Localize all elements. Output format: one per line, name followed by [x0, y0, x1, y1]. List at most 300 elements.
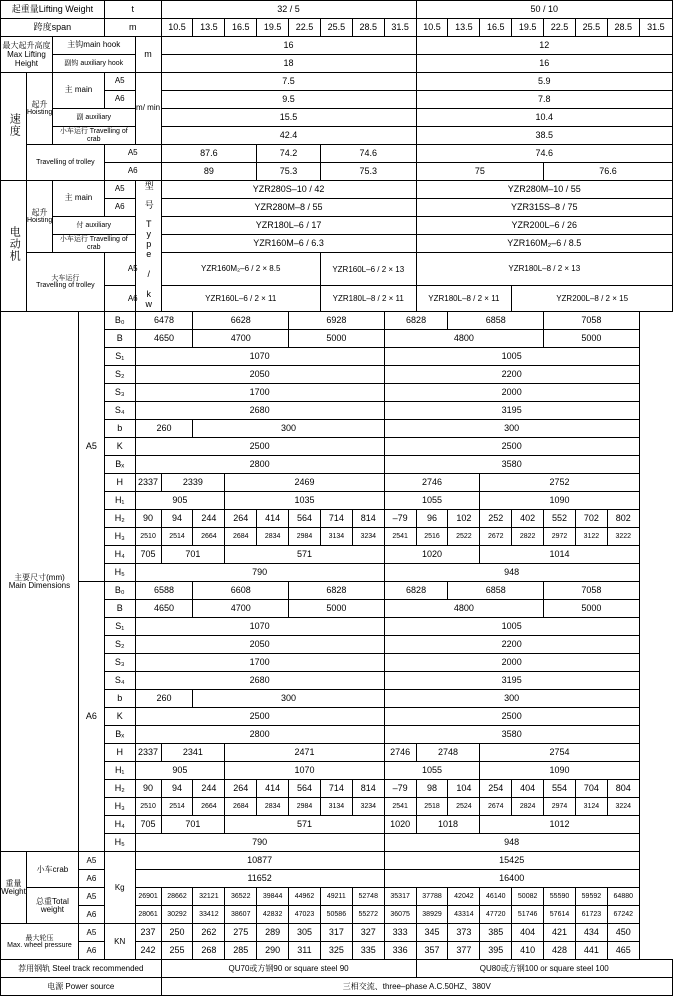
- wheel-cell: 268: [193, 942, 225, 960]
- motor-hoisting-cn: 起升: [31, 207, 48, 217]
- speed-main-a6-v1: 9.5: [161, 91, 416, 109]
- hoisting-label: [26, 73, 52, 145]
- weight-total-cell: 30292: [161, 906, 193, 924]
- wheel-cell: 255: [161, 942, 193, 960]
- dim-cell: 1070: [225, 762, 384, 780]
- dim-cell: 2050: [135, 636, 384, 654]
- dim-cell: 2746: [384, 474, 480, 492]
- wheel-cell: 428: [544, 942, 576, 960]
- dim-cell: 3234: [352, 528, 384, 546]
- trolley-travel-label: [26, 145, 104, 181]
- weight-crab-a6-tag: A6: [78, 870, 104, 888]
- weight-label-en: Weight: [1, 886, 26, 896]
- span-value: 31.5: [384, 19, 416, 37]
- wheel-cell: 250: [161, 924, 193, 942]
- wheel-cell: 385: [480, 924, 512, 942]
- max-lifting-height-label-cn: 最大起升高度: [2, 40, 51, 50]
- dim-symbol: S₃: [104, 384, 135, 402]
- weight-total-cell: 49211: [320, 888, 352, 906]
- dim-cell: 300: [384, 690, 639, 708]
- weight-crab-label: 小车crab: [26, 852, 78, 888]
- wheel-cell: 421: [544, 924, 576, 942]
- table-row-dim-a5-0: [1, 312, 673, 330]
- lifting-weight-unit: t: [104, 1, 161, 19]
- dim-cell: 2974: [544, 798, 576, 816]
- motor-r5-v2: YZR180L–8 / 2 × 13: [416, 253, 672, 286]
- motor-r5-v1b: YZR160L–6 / 2 × 13: [320, 253, 416, 286]
- steel-track-label: 荐用钢轨 Steel track recommended: [1, 960, 162, 978]
- motor-hoisting-en: Hoisting: [26, 217, 53, 225]
- dim-cell: 2337: [135, 474, 161, 492]
- weight-total-cell: 50586: [320, 906, 352, 924]
- dim-cell: 6588: [135, 582, 193, 600]
- weight-total-cell: 28061: [135, 906, 161, 924]
- dim-symbol: S₄: [104, 402, 135, 420]
- motor-aux-label: 付 auxiliary: [52, 217, 135, 235]
- speed-a6-tag: A6: [104, 91, 135, 109]
- dim-cell: 402: [512, 510, 544, 528]
- wheel-cell: 404: [512, 924, 544, 942]
- dim-cell: 2800: [135, 726, 384, 744]
- span-value: 19.5: [512, 19, 544, 37]
- dim-cell: 2337: [135, 744, 161, 762]
- weight-total-cell: 35317: [384, 888, 416, 906]
- dim-cell: 6858: [448, 312, 544, 330]
- dim-cell: 790: [135, 834, 384, 852]
- wheel-cell: 317: [320, 924, 352, 942]
- dim-cell: 2500: [135, 708, 384, 726]
- motor-r6-v1a: YZR160L–6 / 2 × 11: [161, 286, 320, 312]
- dim-symbol: K: [104, 708, 135, 726]
- dim-cell: 4700: [193, 600, 289, 618]
- main-hook-label: 主钩main hook: [52, 37, 135, 55]
- dim-cell: 714: [320, 780, 352, 798]
- dim-cell: 6478: [135, 312, 193, 330]
- dim-cell: 2672: [480, 528, 512, 546]
- dim-cell: 2834: [257, 798, 289, 816]
- weight-total-cell: 38929: [416, 906, 448, 924]
- wheel-cell: 336: [384, 942, 416, 960]
- dim-cell: 2518: [416, 798, 448, 816]
- wheel-cell: 377: [448, 942, 480, 960]
- lifting-weight-value-1: 32 / 5: [161, 1, 416, 19]
- wheel-cell: 289: [257, 924, 289, 942]
- wheel-cell: 237: [135, 924, 161, 942]
- dim-cell: 1700: [135, 384, 384, 402]
- steel-track-v2: QU80或方钢100 or square steel 100: [416, 960, 672, 978]
- dim-cell: 564: [289, 780, 321, 798]
- motor-trolley-en: Travelling of trolley: [36, 282, 95, 290]
- dim-cell: 300: [193, 690, 384, 708]
- dim-cell: 552: [544, 510, 576, 528]
- speed-trolley-a5-v1b: 74.2: [257, 145, 321, 163]
- span-value: 16.5: [225, 19, 257, 37]
- speed-crab-travel-label: 小车运行 Travelling of crab: [52, 127, 135, 145]
- speed-trolley-a6-v2b: 76.6: [544, 163, 673, 181]
- dim-cell: 1090: [480, 762, 639, 780]
- dim-cell: 6608: [193, 582, 289, 600]
- speed-aux-a5-v2: 10.4: [416, 109, 672, 127]
- wheel-cell: 325: [320, 942, 352, 960]
- motor-hoisting-label: [26, 181, 52, 253]
- motor-crab-label: 小车运行 Travelling of crab: [52, 235, 135, 253]
- weight-total-cell: 36075: [384, 906, 416, 924]
- dim-cell: 5000: [544, 600, 640, 618]
- dim-symbol: H₂: [104, 780, 135, 798]
- dim-cell: 790: [135, 564, 384, 582]
- wheel-cell: 335: [352, 942, 384, 960]
- table-row-span: [1, 19, 673, 37]
- dim-cell: 2524: [448, 798, 480, 816]
- motor-a6-tag: A6: [104, 199, 135, 217]
- dim-cell: 4650: [135, 600, 193, 618]
- span-value: 10.5: [161, 19, 193, 37]
- wheel-unit: KN: [104, 924, 135, 960]
- table-row-weight-crab-a5: [1, 852, 673, 870]
- speed-aux-a5-v1: 15.5: [161, 109, 416, 127]
- power-source-value: 三相交流、three–phase A.C.50HZ、380V: [161, 978, 672, 996]
- hoisting-label-cn: 起升: [31, 99, 48, 109]
- dim-cell: 705: [135, 546, 161, 564]
- max-height-aux-v2: 16: [416, 55, 672, 73]
- table-row-lifting-weight: [1, 1, 673, 19]
- wheel-cell: 242: [135, 942, 161, 960]
- dim-cell: 4700: [193, 330, 289, 348]
- span-value: 25.5: [320, 19, 352, 37]
- weight-total-cell: 47720: [480, 906, 512, 924]
- motor-r1-v1: YZR280S–10 / 42: [161, 181, 416, 199]
- dim-cell: 3580: [384, 456, 639, 474]
- dim-cell: 814: [352, 510, 384, 528]
- weight-total-cell: 55272: [352, 906, 384, 924]
- span-value: 25.5: [575, 19, 607, 37]
- dim-symbol: H₃: [104, 798, 135, 816]
- motor-label-cn: 电动机: [8, 226, 21, 263]
- dim-cell: 2541: [384, 528, 416, 546]
- dim-cell: 1005: [384, 348, 639, 366]
- dim-symbol: H₁: [104, 762, 135, 780]
- dim-cell: 702: [575, 510, 607, 528]
- dim-cell: 1018: [416, 816, 480, 834]
- motor-type-label-text: 型 号 Type / kw: [143, 181, 154, 309]
- steel-track-v1: QU70或方钢90 or square steel 90: [161, 960, 416, 978]
- dim-cell: 2000: [384, 654, 639, 672]
- dim-cell: 571: [225, 816, 384, 834]
- motor-r4-v2: YZR160M₂–6 / 8.5: [416, 235, 672, 253]
- dim-cell: 2000: [384, 384, 639, 402]
- main-dimensions-label-cn: 主要尺寸(mm): [14, 572, 65, 582]
- dim-cell: 2500: [135, 438, 384, 456]
- table-row-speed-crab-travel: [1, 127, 673, 145]
- speed-trolley-a6-tag: A6: [104, 163, 161, 181]
- dim-cell: 701: [161, 816, 225, 834]
- dim-cell: 260: [135, 420, 193, 438]
- dim-cell: 6828: [384, 582, 448, 600]
- speed-main-a6-v2: 7.8: [416, 91, 672, 109]
- dim-cell: 2752: [480, 474, 639, 492]
- table-row-weight-total-a6: [1, 906, 673, 924]
- speed-trolley-a6-v1a: 89: [161, 163, 257, 181]
- dim-cell: 704: [575, 780, 607, 798]
- motor-r4-v1: YZR160M–6 / 6.3: [161, 235, 416, 253]
- dim-cell: 3222: [607, 528, 639, 546]
- dim-symbol: B₀: [104, 582, 135, 600]
- wheel-pressure-label: [1, 924, 79, 960]
- speed-label-cn: 速度: [8, 112, 21, 137]
- weight-total-cell: 39844: [257, 888, 289, 906]
- motor-r1-v2: YZR280M–10 / 55: [416, 181, 672, 199]
- dim-symbol: b: [104, 420, 135, 438]
- wheel-cell: 333: [384, 924, 416, 942]
- table-row-speed-aux-a5: [1, 109, 673, 127]
- weight-total-cell: 64880: [607, 888, 639, 906]
- weight-label-cn: 重量: [5, 878, 22, 888]
- dim-symbol: B: [104, 330, 135, 348]
- weight-total-cell: 47023: [289, 906, 321, 924]
- dim-symbol: H₅: [104, 564, 135, 582]
- dim-symbol: H₄: [104, 816, 135, 834]
- dim-cell: 2680: [135, 672, 384, 690]
- wheel-cell: 434: [575, 924, 607, 942]
- weight-crab-a5-v2: 15425: [384, 852, 639, 870]
- dim-cell: –79: [384, 510, 416, 528]
- span-value: 28.5: [352, 19, 384, 37]
- weight-total-cell: 59592: [575, 888, 607, 906]
- dim-cell: 2500: [384, 438, 639, 456]
- table-row-motor-4: [1, 235, 673, 253]
- weight-crab-a5-v1: 10877: [135, 852, 384, 870]
- wheel-cell: 262: [193, 924, 225, 942]
- table-row-max-height-aux: [1, 55, 673, 73]
- span-value: 28.5: [607, 19, 639, 37]
- span-value: 22.5: [544, 19, 576, 37]
- weight-total-cell: 33412: [193, 906, 225, 924]
- table-row-wheel-a6: [1, 942, 673, 960]
- dim-symbol: H₅: [104, 834, 135, 852]
- dim-cell: 705: [135, 816, 161, 834]
- dim-cell: 2664: [193, 528, 225, 546]
- table-row-weight-crab-a6: [1, 870, 673, 888]
- lifting-weight-label: 起重量Lifting Weight: [1, 1, 105, 19]
- dim-cell: 2514: [161, 798, 193, 816]
- dim-cell: 7058: [544, 582, 640, 600]
- wheel-cell: 285: [225, 942, 257, 960]
- speed-aux-a6-v1: 42.4: [161, 127, 416, 145]
- weight-total-cell: 43314: [448, 906, 480, 924]
- dim-cell: 2050: [135, 366, 384, 384]
- wheel-cell: 311: [289, 942, 321, 960]
- dim-cell: 252: [480, 510, 512, 528]
- dim-symbol: B₀: [104, 312, 135, 330]
- table-row-wheel-a5: [1, 924, 673, 942]
- dim-cell: 1055: [384, 762, 480, 780]
- dim-cell: 6828: [384, 312, 448, 330]
- dim-cell: 2984: [289, 528, 321, 546]
- wheel-cell: 373: [448, 924, 480, 942]
- motor-r6-a6-tag: A6: [104, 286, 161, 312]
- dim-cell: 300: [193, 420, 384, 438]
- dim-cell: 2522: [448, 528, 480, 546]
- max-height-main-v2: 12: [416, 37, 672, 55]
- weight-total-cell: 26901: [135, 888, 161, 906]
- table-row-power-source: [1, 978, 673, 996]
- table-row-speed-main-a5: [1, 73, 673, 91]
- dim-cell: 6928: [289, 312, 385, 330]
- max-lifting-height-label: [1, 37, 53, 73]
- dim-symbol: S₂: [104, 366, 135, 384]
- dim-cell: 1090: [480, 492, 639, 510]
- dim-cell: 3134: [320, 798, 352, 816]
- dim-cell: 2680: [135, 402, 384, 420]
- weight-total-cell: 44962: [289, 888, 321, 906]
- wheel-pressure-label-cn: 最大轮压: [25, 934, 54, 942]
- span-value: 10.5: [416, 19, 448, 37]
- dim-cell: 90: [135, 780, 161, 798]
- dim-symbol: H: [104, 744, 135, 762]
- speed-main-label: 主 main: [52, 73, 104, 109]
- dim-cell: 2200: [384, 366, 639, 384]
- dim-cell: 1014: [480, 546, 639, 564]
- weight-total-cell: 55590: [544, 888, 576, 906]
- dim-cell: 1035: [225, 492, 384, 510]
- speed-main-a5-v2: 5.9: [416, 73, 672, 91]
- table-row-speed-trolley-a5: [1, 145, 673, 163]
- dim-group-a6-tag: A6: [78, 582, 104, 852]
- dim-symbol: H₃: [104, 528, 135, 546]
- weight-label: [1, 852, 27, 924]
- span-value: 13.5: [448, 19, 480, 37]
- motor-r2-v2: YZR315S–8 / 75: [416, 199, 672, 217]
- weight-total-cell: 38607: [225, 906, 257, 924]
- dim-cell: 414: [257, 780, 289, 798]
- dim-cell: 6858: [448, 582, 544, 600]
- dim-cell: 2510: [135, 798, 161, 816]
- dim-symbol: B: [104, 600, 135, 618]
- dim-cell: 104: [448, 780, 480, 798]
- dim-cell: 1005: [384, 618, 639, 636]
- motor-r2-v1: YZR280M–8 / 55: [161, 199, 416, 217]
- dim-cell: 814: [352, 780, 384, 798]
- dim-cell: 2516: [416, 528, 448, 546]
- dim-cell: 300: [384, 420, 639, 438]
- span-value: 16.5: [480, 19, 512, 37]
- motor-label: [1, 181, 27, 312]
- dim-cell: 264: [225, 510, 257, 528]
- weight-total-cell: 52748: [352, 888, 384, 906]
- wheel-cell: 290: [257, 942, 289, 960]
- dim-cell: 2200: [384, 636, 639, 654]
- speed-trolley-a5-v1c: 74.6: [320, 145, 416, 163]
- dim-cell: 96: [416, 510, 448, 528]
- max-height-main-v1: 16: [161, 37, 416, 55]
- wheel-pressure-label-en: Max. wheel pressure: [7, 941, 72, 949]
- dim-cell: 2746: [384, 744, 416, 762]
- dim-symbol: H: [104, 474, 135, 492]
- speed-unit: m/ min: [135, 73, 161, 145]
- dim-cell: 2822: [512, 528, 544, 546]
- dim-symbol: H₂: [104, 510, 135, 528]
- weight-total-cell: 50082: [512, 888, 544, 906]
- motor-r6-v2a: YZR180L–8 / 2 × 11: [416, 286, 512, 312]
- table-row-steel-track: [1, 960, 673, 978]
- dim-cell: 102: [448, 510, 480, 528]
- dim-cell: 3580: [384, 726, 639, 744]
- dim-cell: 2500: [384, 708, 639, 726]
- dim-cell: 3134: [320, 528, 352, 546]
- span-value: 13.5: [193, 19, 225, 37]
- weight-total-label: 总重Total weight: [26, 888, 78, 924]
- weight-total-cell: 32121: [193, 888, 225, 906]
- dim-cell: 7058: [544, 312, 640, 330]
- speed-a5-tag: A5: [104, 73, 135, 91]
- wheel-a5-tag: A5: [78, 924, 104, 942]
- dim-cell: 5000: [289, 330, 385, 348]
- weight-total-cell: 36522: [225, 888, 257, 906]
- dim-cell: 554: [544, 780, 576, 798]
- aux-hook-label: 副钩 auxiliary hook: [52, 55, 135, 73]
- weight-crab-a6-v1: 11652: [135, 870, 384, 888]
- dim-cell: 264: [225, 780, 257, 798]
- table-row-weight-total-a5: [1, 888, 673, 906]
- wheel-cell: 345: [416, 924, 448, 942]
- speed-trolley-a5-tag: A5: [104, 145, 161, 163]
- dim-cell: 3122: [575, 528, 607, 546]
- dim-cell: 244: [193, 510, 225, 528]
- dim-symbol: H₄: [104, 546, 135, 564]
- wheel-cell: 327: [352, 924, 384, 942]
- weight-total-a6-tag: A6: [78, 906, 104, 924]
- dim-cell: 3195: [384, 672, 639, 690]
- wheel-cell: 450: [607, 924, 639, 942]
- weight-total-cell: 37788: [416, 888, 448, 906]
- wheel-a6-tag: A6: [78, 942, 104, 960]
- dim-cell: 2754: [480, 744, 639, 762]
- speed-trolley-a6-v1b: 75.3: [257, 163, 321, 181]
- dim-cell: 2674: [480, 798, 512, 816]
- dim-cell: 2510: [135, 528, 161, 546]
- dim-cell: 3224: [607, 798, 639, 816]
- motor-a5-tag: A5: [104, 181, 135, 199]
- span-unit: m: [104, 19, 161, 37]
- dim-cell: 5000: [544, 330, 640, 348]
- dim-cell: 1070: [135, 618, 384, 636]
- lifting-weight-value-2: 50 / 10: [416, 1, 672, 19]
- weight-total-cell: 42832: [257, 906, 289, 924]
- motor-main-label: 主 main: [52, 181, 104, 217]
- weight-total-cell: 67242: [607, 906, 639, 924]
- dim-cell: 4800: [384, 600, 543, 618]
- table-row-motor-1: [1, 181, 673, 199]
- dim-cell: 2514: [161, 528, 193, 546]
- power-source-label: 电源 Power source: [1, 978, 162, 996]
- dim-cell: 2748: [416, 744, 480, 762]
- speed-trolley-a6-v2a: 75: [416, 163, 544, 181]
- dim-cell: 1020: [384, 816, 416, 834]
- dim-cell: 2824: [512, 798, 544, 816]
- dim-cell: 244: [193, 780, 225, 798]
- dim-cell: 948: [384, 564, 639, 582]
- span-label: 跨度span: [1, 19, 105, 37]
- max-height-aux-v1: 18: [161, 55, 416, 73]
- dim-symbol: Bₓ: [104, 726, 135, 744]
- main-dimensions-label-en: Main Dimensions: [8, 580, 71, 590]
- dim-cell: 6628: [193, 312, 289, 330]
- span-value: 31.5: [639, 19, 672, 37]
- dim-cell: 260: [135, 690, 193, 708]
- speed-trolley-a5-v1a: 87.6: [161, 145, 257, 163]
- dim-cell: 948: [384, 834, 639, 852]
- dim-cell: 4800: [384, 330, 543, 348]
